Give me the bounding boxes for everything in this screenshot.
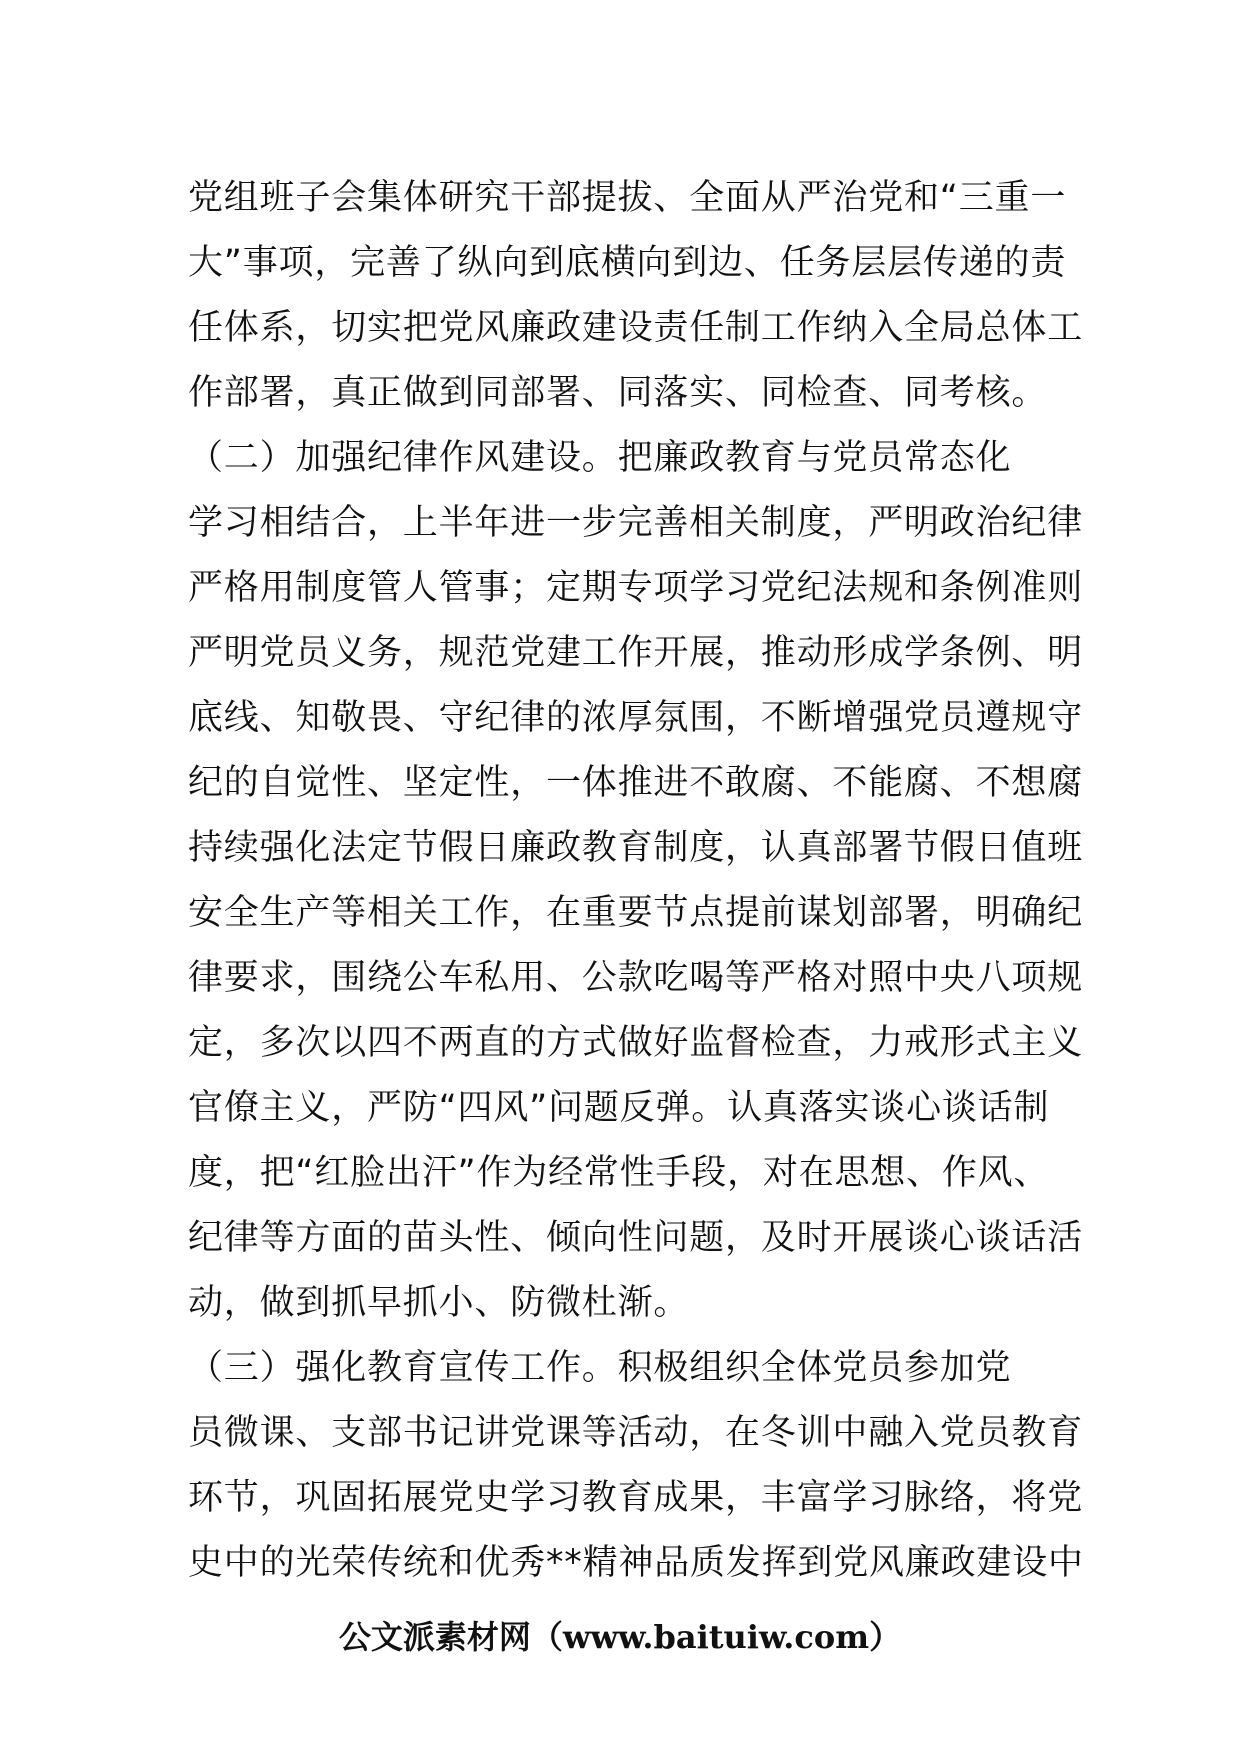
text-line: 史中的光荣传统和优秀**精神品质发挥到党风廉政建设中 [188,1543,1084,1583]
source-footer: 公文派素材网（www.baituiw.com） [338,1618,902,1656]
text-line: 环节，巩固拓展党史学习教育成果，丰富学习脉络，将党 [188,1478,1084,1518]
text-line: 度，把“红脸出汗”作为经常性手段，对在思想、作风、 [188,1153,1050,1193]
text-line: 作部署，真正做到同部署、同落实、同检查、同考核。 [188,373,1048,413]
text-line: 党组班子会集体研究干部提拔、全面从严治党和“三重一 [188,178,1067,218]
text-line: 安全生产等相关工作，在重要节点提前谋划部署，明确纪 [188,893,1084,933]
text-line: （三）强化教育宣传工作。积极组织全体党员参加党 [188,1348,1012,1388]
text-line: 动，做到抓早抓小、防微杜渐。 [188,1283,690,1323]
text-line: 严格用制度管人管事；定期专项学习党纪法规和条例准则 [188,568,1084,608]
text-line: 律要求，围绕公车私用、公款吃喝等严格对照中央八项规 [188,958,1084,998]
document-body [188,166,1084,1596]
text-line: 大”事项，完善了纵向到底横向到边、任务层层传递的责 [188,243,1067,283]
text-line: 底线、知敬畏、守纪律的浓厚氛围，不断增强党员遵规守 [188,698,1084,738]
text-line: 纪的自觉性、坚定性，一体推进不敢腐、不能腐、不想腐 [188,763,1084,803]
text-line: 学习相结合，上半年进一步完善相关制度，严明政治纪律 [188,503,1084,543]
text-line: 官僚主义，严防“四风”问题反弹。认真落实谈心谈话制 [188,1088,1050,1128]
text-line: 员微课、支部书记讲党课等活动，在冬训中融入党员教育 [188,1413,1084,1453]
text-line: 任体系，切实把党风廉政建设责任制工作纳入全局总体工 [188,308,1084,348]
text-line: （二）加强纪律作风建设。把廉政教育与党员常态化 [188,438,1012,478]
text-line: 严明党员义务，规范党建工作开展，推动形成学条例、明 [188,633,1084,673]
text-line: 持续强化法定节假日廉政教育制度，认真部署节假日值班 [188,828,1084,868]
text-line: 定，多次以四不两直的方式做好监督检查，力戒形式主义 [188,1023,1084,1063]
text-line: 纪律等方面的苗头性、倾向性问题，及时开展谈心谈话活 [188,1218,1084,1258]
